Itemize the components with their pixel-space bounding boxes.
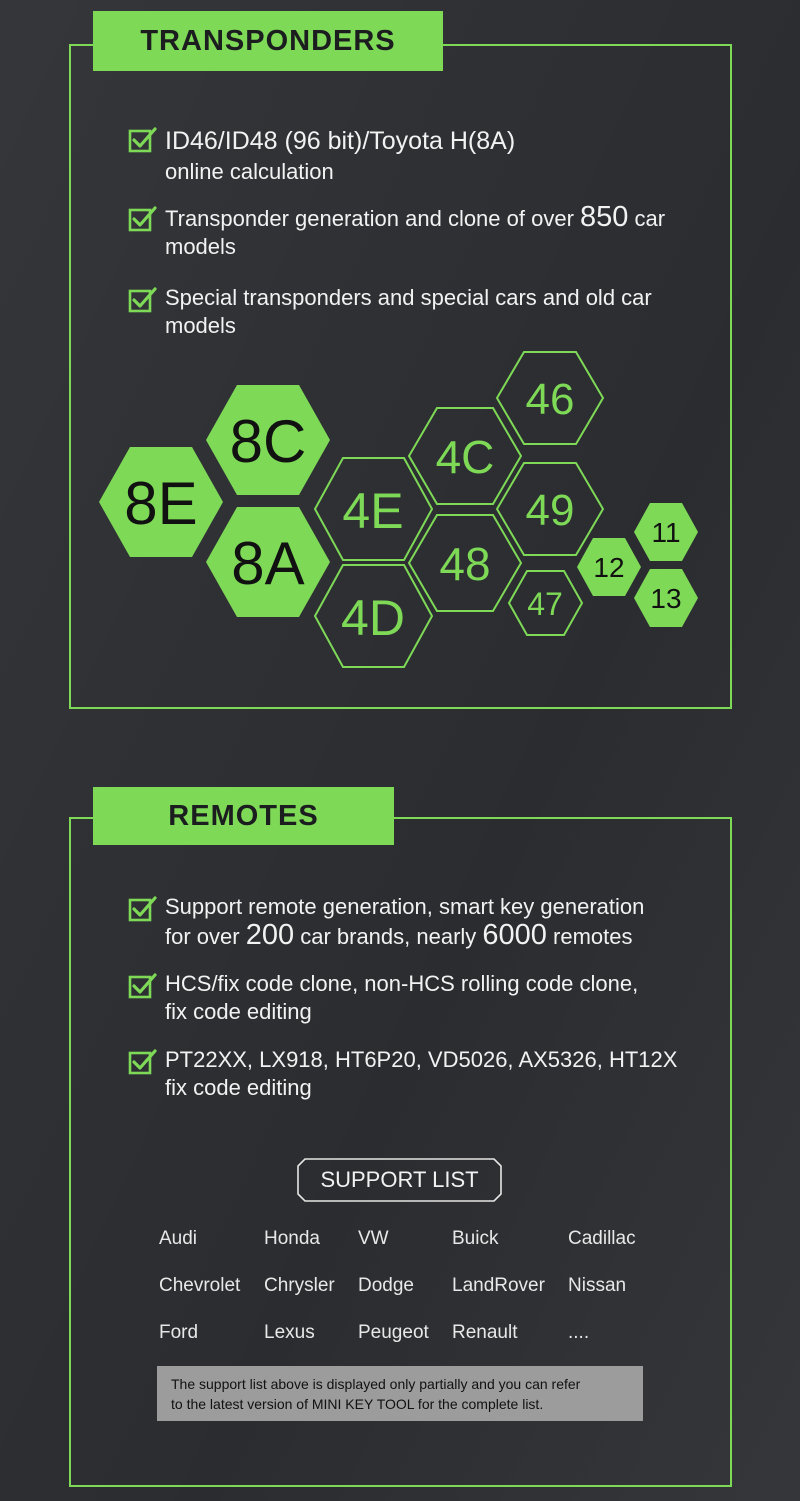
- hex-13: [634, 569, 698, 627]
- feature-number: 6000: [482, 919, 547, 951]
- hex-8c: [206, 385, 330, 495]
- feature-number: 200: [245, 919, 295, 951]
- hex-12: [577, 538, 641, 596]
- remote-feature-1: [128, 893, 728, 951]
- brand-item: ....: [568, 1322, 590, 1343]
- brand-item: Chevrolet: [159, 1275, 241, 1296]
- hex-label: 13: [650, 583, 682, 614]
- brand-item: Peugeot: [358, 1322, 429, 1343]
- support-list-button[interactable]: [297, 1158, 502, 1202]
- hex-label: 11: [651, 517, 681, 548]
- brand-item: Cadillac: [568, 1228, 636, 1249]
- brand-item: Buick: [452, 1228, 499, 1249]
- transponder-hex-cluster: [0, 0, 800, 720]
- support-list-note: [157, 1366, 643, 1421]
- feature-text: for over: [165, 924, 246, 949]
- checkbox-check-icon: [128, 1048, 158, 1078]
- hex-label: 4E: [342, 483, 404, 539]
- note-line: The support list above is displayed only partially and you can refer: [171, 1376, 581, 1392]
- support-list-label: SUPPORT LIST: [320, 1167, 479, 1192]
- hex-49: [497, 463, 603, 555]
- feature-line: models: [165, 234, 236, 259]
- hex-4e: [315, 458, 432, 560]
- feature-line: models: [165, 313, 236, 338]
- brand-item: Nissan: [568, 1275, 627, 1296]
- feature-line: Support remote generation, smart key generation: [165, 894, 645, 919]
- brand-item: Honda: [264, 1228, 320, 1249]
- feature-line: HCS/fix code clone, non-HCS rolling code clone,: [165, 971, 639, 996]
- remote-feature-3: [128, 1046, 728, 1102]
- hex-46: [497, 352, 603, 444]
- hex-8a: [206, 507, 330, 617]
- brand-item: Dodge: [358, 1275, 414, 1296]
- brand-item: Renault: [452, 1322, 518, 1343]
- feature-text: car brands, nearly: [294, 924, 483, 949]
- hex-label: 49: [525, 486, 575, 535]
- hex-11: [634, 503, 698, 561]
- feature-line: Special transponders and special cars and old car: [165, 285, 652, 310]
- feature-text: remotes: [546, 924, 633, 949]
- feature-line: online calculation: [165, 159, 334, 184]
- hex-label: 47: [527, 586, 563, 622]
- remote-feature-2: [128, 970, 728, 1026]
- hex-4c: [409, 408, 521, 504]
- feature-text: Transponder generation and clone of over: [165, 206, 581, 231]
- brand-item: Lexus: [264, 1322, 315, 1343]
- brand-item: Ford: [159, 1322, 199, 1343]
- transponders-title: TRANSPONDERS: [93, 11, 443, 71]
- hex-label: 4D: [341, 590, 405, 646]
- brand-item: LandRover: [452, 1275, 545, 1296]
- hex-47: [509, 571, 582, 635]
- feature-text: car: [628, 206, 666, 231]
- hex-label: 48: [439, 538, 491, 590]
- remotes-title: REMOTES: [93, 787, 394, 845]
- feature-line: ID46/ID48 (96 bit)/Toyota H(8A): [165, 127, 516, 155]
- hex-label: 12: [593, 552, 625, 583]
- brand-item: VW: [358, 1228, 389, 1249]
- brand-item: Chrysler: [264, 1275, 335, 1296]
- hex-label: 4C: [435, 431, 495, 483]
- hex-4d: [315, 565, 432, 667]
- feature-number: 850: [580, 201, 629, 233]
- note-line: to the latest version of MINI KEY TOOL for the complete list.: [171, 1396, 544, 1412]
- hex-48: [409, 515, 521, 611]
- hex-8e: [99, 447, 223, 557]
- hex-label: 8A: [231, 530, 305, 597]
- checkbox-check-icon: [128, 972, 158, 1002]
- feature-line: fix code editing: [165, 999, 312, 1024]
- hex-label: 8E: [124, 470, 198, 537]
- checkbox-check-icon: [128, 895, 158, 925]
- brand-item: Audi: [159, 1228, 198, 1249]
- feature-line: PT22XX, LX918, HT6P20, VD5026, AX5326, HT12X: [165, 1047, 678, 1072]
- hex-label: 8C: [229, 408, 307, 475]
- hex-label: 46: [525, 375, 575, 424]
- feature-line: fix code editing: [165, 1075, 312, 1100]
